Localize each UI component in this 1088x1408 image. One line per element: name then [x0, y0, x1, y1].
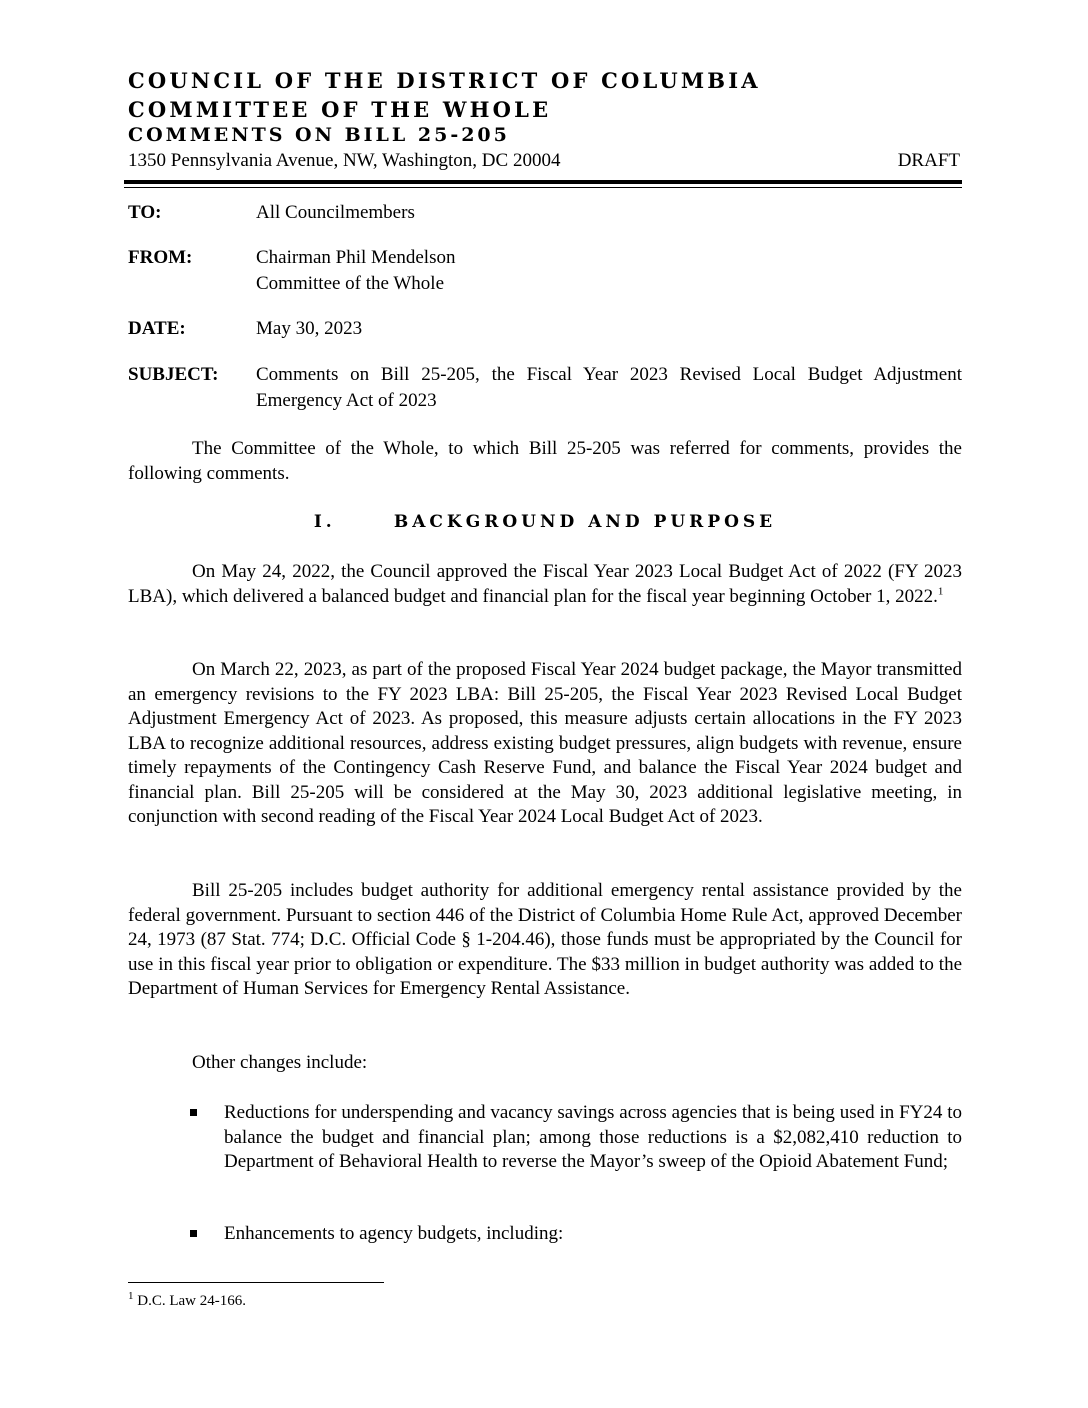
header-address: 1350 Pennsylvania Avenue, NW, Washington, DC 20004 [128, 150, 561, 171]
section-heading [128, 512, 962, 532]
date-label: DATE: [128, 318, 186, 339]
bullet-text-2: Enhancements to agency budgets, including: [224, 1223, 564, 1244]
bullet-square-icon [190, 1109, 197, 1116]
draft-status: DRAFT [897, 150, 960, 171]
subject-value: Comments on Bill 25-205, the Fiscal Year 2023 Revised Local Budget Adjustment Emergency Act of 2023 [256, 364, 962, 411]
header-rule-thick [124, 180, 962, 184]
paragraph-1-text: On May 24, 2022, the Council approved the Fiscal Year 2023 Local Budget Act of 2022 (FY 2023 LBA), which delivered a balanced budget and financial plan for the fiscal year beginning October 1, 2022. [128, 561, 962, 607]
section-title: BACKGROUND AND PURPOSE [393, 512, 777, 532]
footnote-1 [128, 1292, 246, 1310]
from-committee: Committee of the Whole [256, 273, 445, 294]
date-value: May 30, 2023 [256, 318, 363, 339]
to-value: All Councilmembers [256, 202, 415, 223]
footnote-separator [128, 1282, 384, 1283]
to-label: TO: [128, 202, 162, 223]
paragraph-3-text: Bill 25-205 includes budget authority for additional emergency rental assistance provided by the federal government. Pursuant to section 446 of the District of Columbia Home Rule Act, approved December 24, 1973 (87 Stat. 774; D.C. Official Code § 1-204.46), those funds must be appropriated by the Council for use in this fiscal year prior to obligation or expenditure. The $33 million in budget authority was added to the Department of Human Services for Emergency Rental Assistance. [128, 880, 962, 999]
section-number: I. [313, 512, 336, 532]
footnote-number: 1 [128, 1290, 134, 1302]
paragraph-2-text: On March 22, 2023, as part of the proposed Fiscal Year 2024 budget package, the Mayor transmitted an emergency revisions to the FY 2023 LBA: Bill 25-205, the Fiscal Year 2023 Revised Local Budget Adjustment Emergency Act of 2023. As proposed, this measure adjusts certain allocations in the FY 2023 LBA to recognize additional resources, address existing budget pressures, align budgets with revenue, ensure timely repayments of the Contingency Cash Reserve Fund, and balance the Fiscal Year 2024 budget and financial plan. Bill 25-205 will be considered at the May 30, 2023 additional legislative meeting, in conjunction with second reading of the Fiscal Year 2024 Local Budget Act of 2023. [128, 659, 962, 827]
paragraph-4-text: Other changes include: [192, 1052, 368, 1073]
paragraph-3 [128, 879, 962, 1002]
footnote-text: D.C. Law 24-166. [137, 1293, 246, 1309]
paragraph-2 [128, 658, 962, 830]
paragraph-4 [128, 1051, 962, 1076]
from-name: Chairman Phil Mendelson [256, 247, 456, 268]
paragraph-1 [128, 560, 962, 609]
header-council-name: COUNCIL OF THE DISTRICT OF COLUMBIA [128, 68, 761, 93]
header-document-title: COMMENTS ON BILL 25-205 [128, 124, 510, 146]
bullet-square-icon [190, 1230, 197, 1237]
subject-label: SUBJECT: [128, 364, 219, 385]
header-committee-name: COMMITTEE OF THE WHOLE [128, 97, 552, 122]
bullet-text-1: Reductions for underspending and vacancy savings across agencies that is being used in FY24 to balance the budget and financial plan; among those reductions is a $2,082,410 reduction to Department of Behavioral Health to reverse the Mayor’s sweep of the Opioid Abatement Fund; [224, 1102, 962, 1172]
intro-paragraph [128, 437, 962, 486]
from-label: FROM: [128, 247, 193, 268]
header-rule-thin [124, 187, 962, 188]
intro-text: The Committee of the Whole, to which Bill 25-205 was referred for comments, provides the following comments. [128, 438, 962, 484]
footnote-ref-1[interactable]: 1 [937, 585, 944, 598]
